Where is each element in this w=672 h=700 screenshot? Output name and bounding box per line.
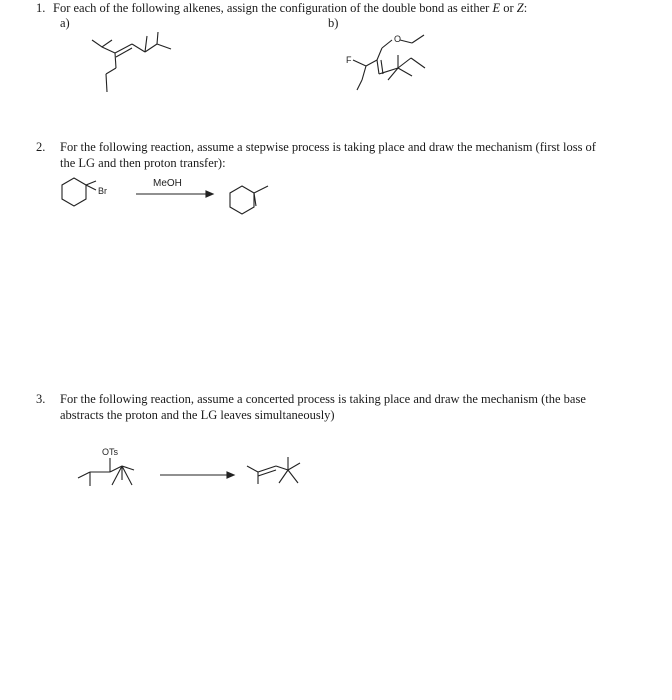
bromine-label: Br — [98, 186, 107, 196]
question-1-text: For each of the following alkenes, assign the configuration of the double bond as either E or Z: — [53, 1, 528, 15]
question-3-line-2: abstracts the proton and the LG leaves simultaneously) — [60, 408, 335, 422]
question-1-number: 1. — [36, 1, 46, 15]
q2-product-structure — [230, 186, 268, 214]
reagent-label: MeOH — [153, 178, 182, 189]
question-3-line-1: For the following reaction, assume a concerted process is taking place and draw the mechanism (the base — [60, 392, 586, 406]
q2-reactant-structure — [62, 178, 107, 206]
q3-product-structure — [247, 457, 300, 484]
oxygen-atom-label: O — [394, 34, 402, 44]
tosylate-label: OTs — [102, 447, 119, 457]
fluorine-atom-label: F — [346, 55, 352, 65]
question-2-number: 2. — [36, 140, 46, 154]
q2-reaction-arrow — [136, 178, 213, 197]
q3-reaction-arrow — [160, 472, 234, 478]
z-label: Z — [516, 1, 524, 15]
alkene-b-structure — [346, 34, 425, 90]
question-3-number: 3. — [36, 392, 46, 406]
e-label: E — [492, 1, 501, 15]
part-b-label: b) — [328, 16, 339, 30]
question-2-line-1: For the following reaction, assume a stepwise process is taking place and draw the mechanism (first loss of — [60, 140, 596, 154]
question-2-line-2: the LG and then proton transfer): — [60, 156, 226, 170]
alkene-a-structure — [92, 32, 171, 92]
part-a-label: a) — [60, 16, 70, 30]
q3-reactant-structure — [78, 447, 134, 486]
